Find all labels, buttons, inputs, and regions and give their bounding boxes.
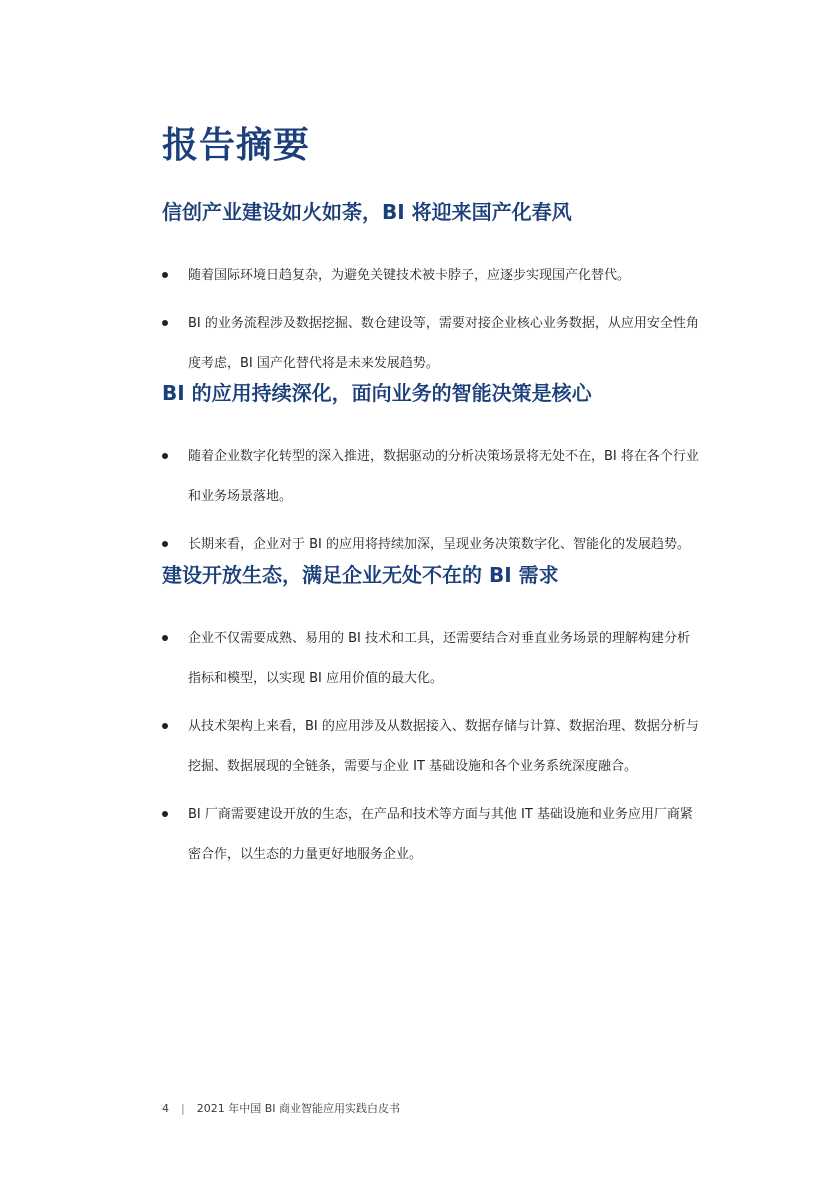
bullet-icon xyxy=(162,541,168,547)
bullet-icon xyxy=(162,723,168,729)
list-item xyxy=(162,437,702,517)
section-heading: BI 的应用持续深化，面向业务的智能决策是核心 xyxy=(162,381,592,405)
page-footer xyxy=(162,1101,400,1117)
section-open-ecosystem xyxy=(162,561,702,875)
footer-separator: | xyxy=(181,1102,185,1115)
list-item xyxy=(162,304,702,384)
bullet-icon xyxy=(162,320,168,326)
list-item xyxy=(162,795,702,875)
list-item xyxy=(162,256,702,296)
bullet-icon xyxy=(162,635,168,641)
page-number: 4 xyxy=(162,1102,169,1115)
page-title: 报告摘要 xyxy=(162,125,311,166)
section-bi-deepening xyxy=(162,379,702,565)
list-item xyxy=(162,525,702,565)
bullet-list xyxy=(162,256,702,384)
bullet-text: 随着国际环境日趋复杂，为避免关键技术被卡脖子，应逐步实现国产化替代。 xyxy=(188,268,631,283)
bullet-list xyxy=(162,619,702,875)
bullet-icon xyxy=(162,453,168,459)
footer-doc-title: 2021 年中国 BI 商业智能应用实践白皮书 xyxy=(196,1102,400,1115)
bullet-icon xyxy=(162,811,168,817)
bullet-text: BI 的业务流程涉及数据挖掘、数仓建设等，需要对接企业核心业务数据，从应用安全性角度考虑，BI 国产化替代将是未来发展趋势。 xyxy=(188,316,699,371)
section-domestic-substitution xyxy=(162,198,702,384)
list-item xyxy=(162,707,702,787)
section-heading: 信创产业建设如火如荼，BI 将迎来国产化春风 xyxy=(162,200,572,224)
bullet-text: 长期来看，企业对于 BI 的应用将持续加深，呈现业务决策数字化、智能化的发展趋势。 xyxy=(188,537,691,552)
section-heading: 建设开放生态，满足企业无处不在的 BI 需求 xyxy=(162,563,559,587)
bullet-text: 从技术架构上来看，BI 的应用涉及从数据接入、数据存储与计算、数据治理、数据分析与挖掘、数据展现的全链条，需要与企业 IT 基础设施和各个业务系统深度融合。 xyxy=(188,719,699,774)
bullet-icon xyxy=(162,272,168,278)
bullet-text: 企业不仅需要成熟、易用的 BI 技术和工具，还需要结合对垂直业务场景的理解构建分析指标和模型，以实现 BI 应用价值的最大化。 xyxy=(188,631,691,686)
list-item xyxy=(162,619,702,699)
bullet-list xyxy=(162,437,702,565)
bullet-text: 随着企业数字化转型的深入推进，数据驱动的分析决策场景将无处不在，BI 将在各个行业和业务场景落地。 xyxy=(188,449,699,504)
bullet-text: BI 厂商需要建设开放的生态，在产品和技术等方面与其他 IT 基础设施和业务应用厂商紧密合作，以生态的力量更好地服务企业。 xyxy=(188,807,693,862)
